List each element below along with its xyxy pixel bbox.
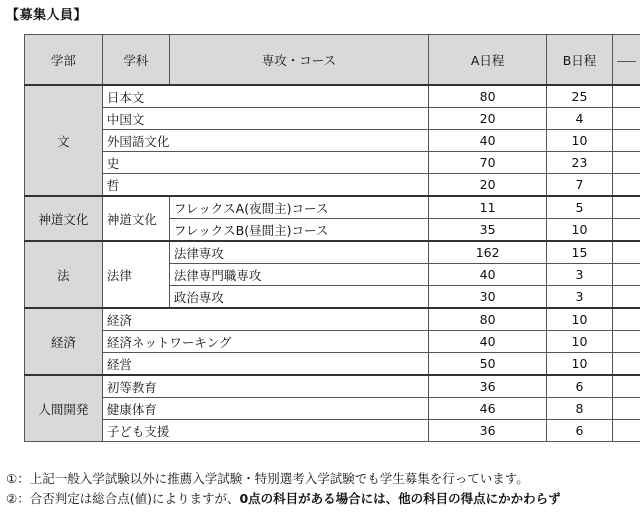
faculty-cell: 経済 [25, 308, 103, 375]
table-row [25, 241, 640, 264]
header-b-schedule: B日程 [547, 35, 612, 86]
a-cell: 35 [428, 219, 546, 242]
a-cell: 36 [428, 420, 546, 442]
faculty-cell: 神道文化 [25, 196, 103, 241]
b-cell: 23 [547, 152, 612, 174]
table-row [25, 375, 640, 398]
table-row [25, 308, 640, 331]
extra-cell [612, 420, 640, 442]
a-cell: 36 [428, 375, 546, 398]
a-cell: 40 [428, 331, 546, 353]
notes [6, 469, 561, 509]
department-cell: 外国語文化 [102, 130, 428, 152]
a-cell: 40 [428, 130, 546, 152]
b-cell: 10 [547, 130, 612, 152]
note-1: ①：上記一般入学試験以外に推薦入学試験・特別選考入学試験でも学生募集を行っています。 [6, 471, 529, 486]
department-cell: 経済 [102, 308, 428, 331]
a-cell: 46 [428, 398, 546, 420]
a-cell: 50 [428, 353, 546, 376]
extra-cell [612, 286, 640, 309]
department-cell: 神道文化 [102, 196, 169, 241]
a-cell: 162 [428, 241, 546, 264]
extra-cell [612, 353, 640, 376]
section-heading: 【募集人員】 [6, 8, 88, 23]
header-a-schedule: A日程 [428, 35, 546, 86]
major-cell: 政治専攻 [169, 286, 428, 309]
b-cell: 3 [547, 286, 612, 309]
department-cell: 子ども支援 [102, 420, 428, 442]
department-cell: 史 [102, 152, 428, 174]
table-row [25, 353, 640, 376]
table-header-row [25, 35, 640, 86]
major-cell: フレックスB(昼間主)コース [169, 219, 428, 242]
major-cell: 法律専攻 [169, 241, 428, 264]
department-cell: 初等教育 [102, 375, 428, 398]
b-cell: 10 [547, 219, 612, 242]
b-cell: 6 [547, 375, 612, 398]
table-row [25, 152, 640, 174]
table-row [25, 196, 640, 219]
b-cell: 10 [547, 331, 612, 353]
b-cell: 10 [547, 308, 612, 331]
a-cell: 70 [428, 152, 546, 174]
a-cell: 40 [428, 264, 546, 286]
b-cell: 6 [547, 420, 612, 442]
extra-cell [612, 85, 640, 108]
extra-cell [612, 108, 640, 130]
b-cell: 7 [547, 174, 612, 197]
extra-cell [612, 331, 640, 353]
b-cell: 3 [547, 264, 612, 286]
table-row [25, 174, 640, 197]
faculty-cell: 文 [25, 85, 103, 196]
faculty-cell: 法 [25, 241, 103, 308]
table-row [25, 108, 640, 130]
extra-cell [612, 219, 640, 242]
extra-cell [612, 130, 640, 152]
b-cell: 5 [547, 196, 612, 219]
extra-cell [612, 308, 640, 331]
header-department: 学科 [102, 35, 169, 86]
major-cell: フレックスA(夜間主)コース [169, 196, 428, 219]
department-cell: 法律 [102, 241, 169, 308]
header-major: 専攻・コース [169, 35, 428, 86]
header-faculty: 学部 [25, 35, 103, 86]
extra-cell [612, 398, 640, 420]
note-2-text: ②：合否判定は総合点(値)によりますが、 [6, 491, 240, 506]
enrollment-table [24, 34, 640, 442]
faculty-cell: 人間開発 [25, 375, 103, 442]
extra-cell [612, 264, 640, 286]
department-cell: 日本文 [102, 85, 428, 108]
b-cell: 4 [547, 108, 612, 130]
extra-cell [612, 241, 640, 264]
extra-cell [612, 375, 640, 398]
a-cell: 80 [428, 85, 546, 108]
b-cell: 25 [547, 85, 612, 108]
department-cell: 哲 [102, 174, 428, 197]
major-cell: 法律専門職専攻 [169, 264, 428, 286]
header-extra [612, 35, 640, 86]
table-row [25, 331, 640, 353]
department-cell: 経営 [102, 353, 428, 376]
extra-cell [612, 196, 640, 219]
a-cell: 80 [428, 308, 546, 331]
department-cell: 健康体育 [102, 398, 428, 420]
department-cell: 経済ネットワーキング [102, 331, 428, 353]
b-cell: 15 [547, 241, 612, 264]
b-cell: 8 [547, 398, 612, 420]
table-row [25, 420, 640, 442]
extra-cell [612, 152, 640, 174]
note-2-emphasis: 0点の科目がある場合には、他の科目の得点にかかわらず [239, 491, 561, 506]
note-2 [6, 489, 561, 509]
b-cell: 10 [547, 353, 612, 376]
department-cell: 中国文 [102, 108, 428, 130]
a-cell: 30 [428, 286, 546, 309]
extra-cell [612, 174, 640, 197]
a-cell: 20 [428, 108, 546, 130]
table-row [25, 398, 640, 420]
a-cell: 11 [428, 196, 546, 219]
a-cell: 20 [428, 174, 546, 197]
table-row [25, 85, 640, 108]
table-row [25, 130, 640, 152]
